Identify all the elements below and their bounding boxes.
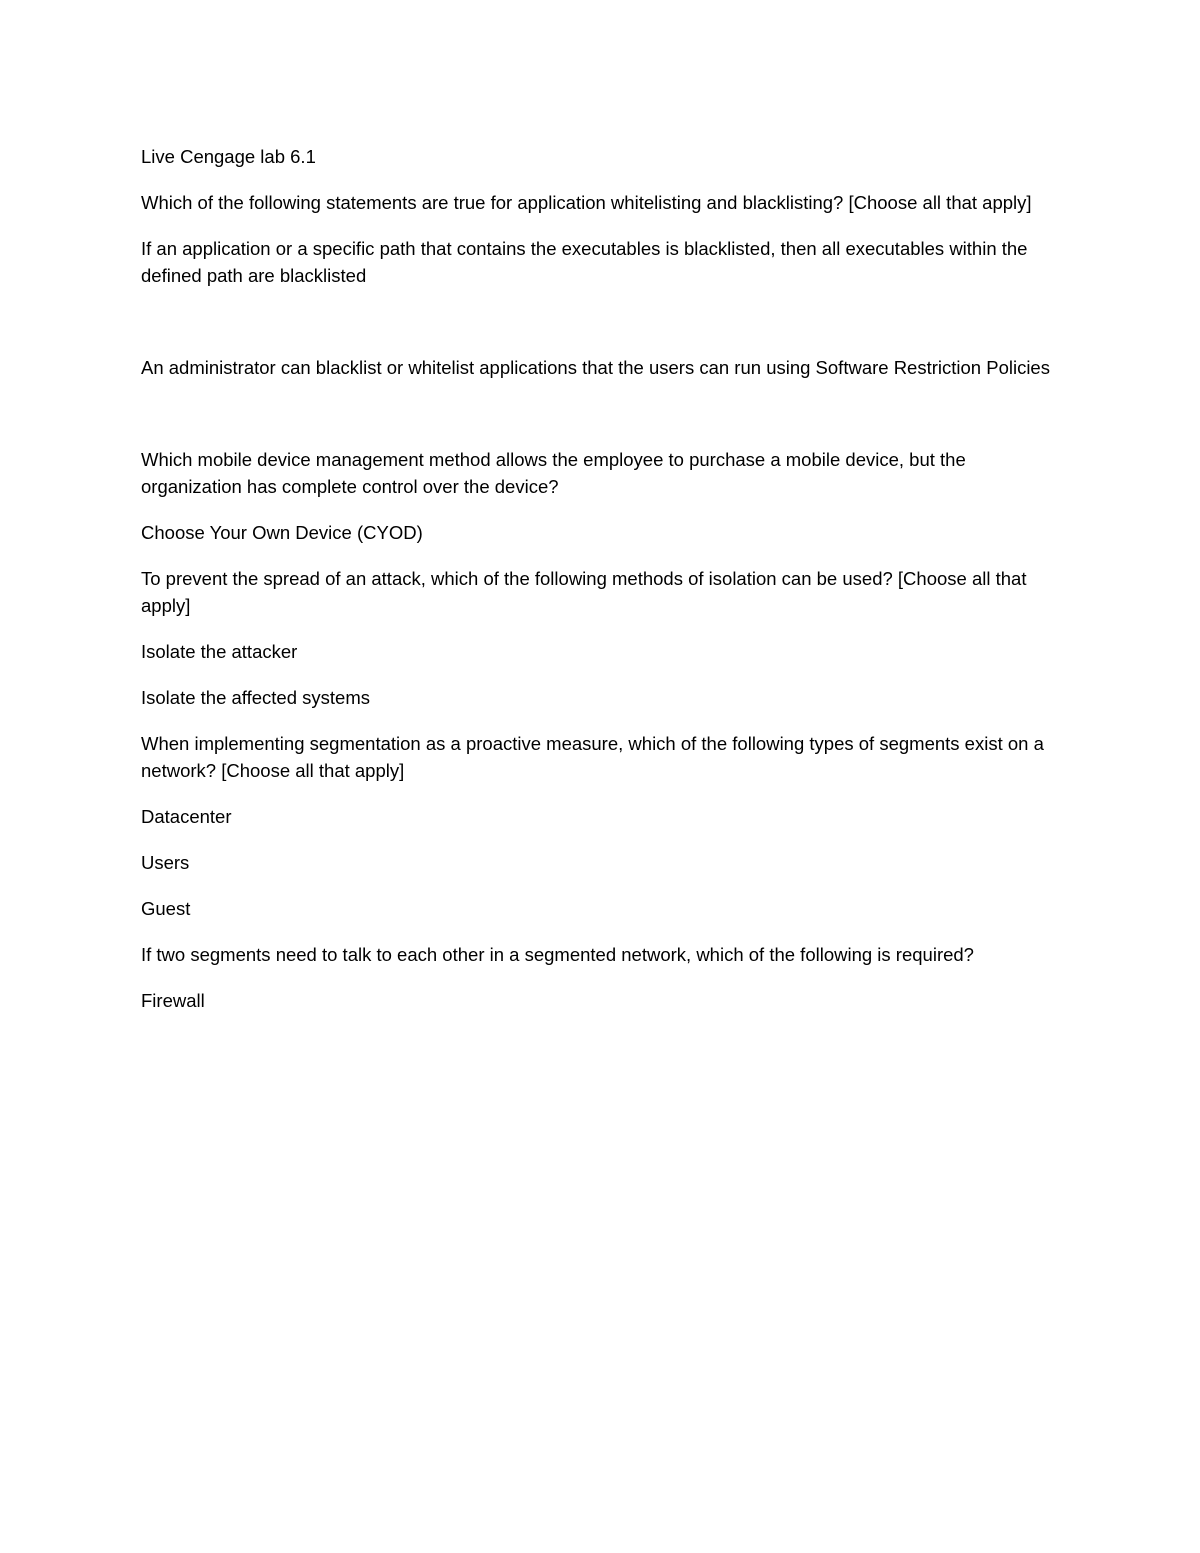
question-4-answer-1: Datacenter [141, 806, 232, 827]
question-1-answer-2: An administrator can blacklist or whitelist applications that the users can run using Software Restriction Policies [141, 357, 1050, 378]
blank-line [141, 400, 1071, 446]
blank-line [141, 308, 1071, 354]
document-title: Live Cengage lab 6.1 [141, 146, 316, 167]
question-5-answer-1: Firewall [141, 990, 205, 1011]
question-4-answer-3: Guest [141, 898, 191, 919]
question-1-answer-1: If an application or a specific path that contains the executables is blacklisted, then all executables within the defined path are blacklisted [141, 238, 1028, 286]
question-2: Which mobile device management method allows the employee to purchase a mobile device, but the organization has complete control over the device? [141, 449, 966, 497]
question-3: To prevent the spread of an attack, which of the following methods of isolation can be used? [Choose all that apply] [141, 568, 1027, 616]
question-3-answer-2: Isolate the affected systems [141, 687, 370, 708]
document-body [141, 143, 1071, 1033]
question-5: If two segments need to talk to each other in a segmented network, which of the following is required? [141, 944, 974, 965]
question-3-answer-1: Isolate the attacker [141, 641, 298, 662]
question-2-answer-1: Choose Your Own Device (CYOD) [141, 522, 423, 543]
question-1: Which of the following statements are true for application whitelisting and blacklisting? [Choose all that apply] [141, 192, 1032, 213]
question-4-answer-2: Users [141, 852, 190, 873]
question-4: When implementing segmentation as a proactive measure, which of the following types of segments exist on a network? [Choose all that apply] [141, 733, 1044, 781]
